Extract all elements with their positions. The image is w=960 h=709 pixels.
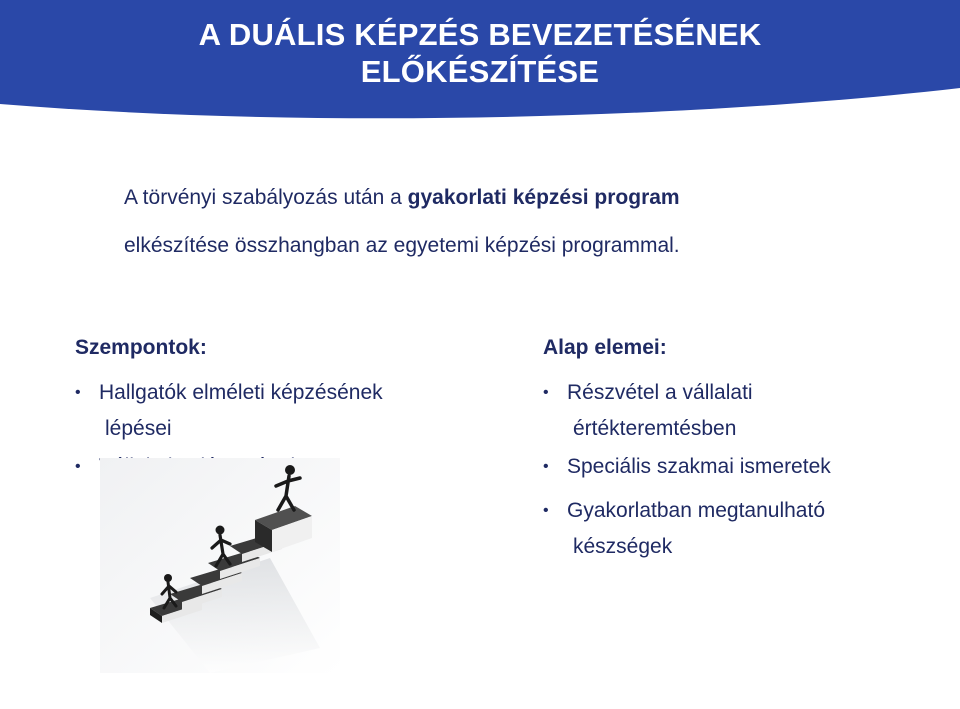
item-text: Speciális szakmai ismeretek bbox=[567, 455, 831, 478]
bullet: • bbox=[543, 384, 549, 401]
item-text: Részvétel a vállalati bbox=[567, 381, 753, 404]
intro-bold: gyakorlati képzési program bbox=[407, 186, 680, 209]
title-line-1: A DUÁLIS KÉPZÉS BEVEZETÉSÉNEK bbox=[198, 17, 762, 52]
item-text: Hallgatók elméleti képzésének bbox=[99, 381, 383, 404]
slide-title bbox=[0, 16, 960, 90]
right-heading: Alap elemei: bbox=[543, 336, 667, 359]
item-text-cont: készségek bbox=[573, 535, 673, 558]
bullet: • bbox=[75, 458, 81, 475]
intro-paragraph bbox=[124, 174, 884, 270]
item-text: Gyakorlatban megtanulható bbox=[567, 499, 825, 522]
intro-line-2: elkészítése összhangban az egyetemi képzési programmal. bbox=[124, 234, 680, 257]
bullet: • bbox=[543, 502, 549, 519]
list-item bbox=[543, 374, 953, 448]
list-item bbox=[75, 374, 495, 448]
title-banner bbox=[0, 0, 960, 135]
list-item bbox=[543, 492, 953, 566]
right-column bbox=[543, 336, 953, 566]
intro-text-1: A törvényi szabályozás után a bbox=[124, 186, 408, 209]
bullet: • bbox=[75, 384, 81, 401]
item-text-cont: értékteremtésben bbox=[573, 417, 737, 440]
item-text-cont: lépései bbox=[105, 417, 172, 440]
bullet: • bbox=[543, 458, 549, 475]
left-heading: Szempontok: bbox=[75, 336, 207, 359]
title-line-2: ELŐKÉSZÍTÉSE bbox=[360, 54, 600, 89]
list-item bbox=[543, 448, 953, 486]
stairs-figures-illustration bbox=[90, 448, 350, 678]
intro-line-1 bbox=[124, 174, 884, 222]
